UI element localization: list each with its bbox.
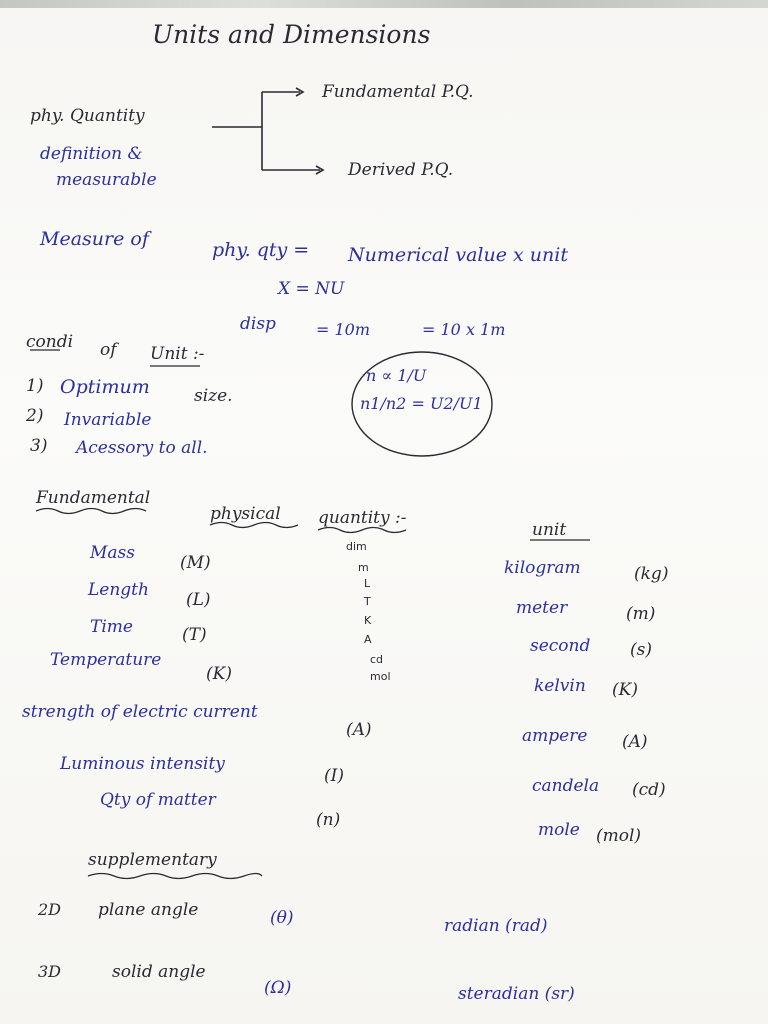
- circle-proportion: n ∝ 1/U: [366, 366, 427, 385]
- fpq-unit: second: [530, 636, 591, 656]
- fpq-abbr: (s): [630, 640, 652, 660]
- fpq-abbr: (cd): [632, 780, 666, 800]
- fundamental-pq: Fundamental P.Q.: [322, 82, 474, 102]
- fpq-dim: K: [364, 614, 372, 627]
- measure-rhs: Numerical value x unit: [348, 244, 568, 266]
- pq-note-line2: measurable: [56, 170, 157, 190]
- disp-eq2: = 10 x 1m: [422, 320, 506, 339]
- measure-eq: X = NU: [278, 279, 345, 299]
- condition-text: Invariable: [64, 410, 152, 430]
- fpq-dim: m: [358, 561, 369, 574]
- fpq-dim: cd: [370, 653, 384, 666]
- condition-text: Optimum: [60, 376, 150, 398]
- supp-sym: (θ): [270, 908, 294, 928]
- fpq-sym: (A): [346, 720, 372, 740]
- supp-dim: 2D: [38, 900, 62, 919]
- fpq-unit: kelvin: [534, 676, 586, 696]
- fpq-qty: Qty of matter: [100, 790, 216, 810]
- fpq-abbr: (K): [612, 680, 638, 700]
- measure-mid: phy. qty =: [212, 239, 310, 261]
- fpq-dim: T: [364, 595, 371, 608]
- supp-sym: (Ω): [264, 978, 292, 998]
- fpq-dim: mol: [370, 670, 391, 683]
- condition-text: Acessory to all.: [76, 438, 208, 458]
- fpq-heading-b: physical: [210, 504, 281, 524]
- fpq-sym: (T): [182, 625, 207, 645]
- page-title: Units and Dimensions: [152, 20, 431, 49]
- derived-pq: Derived P.Q.: [348, 160, 454, 180]
- unit-heading: unit: [532, 520, 567, 540]
- fpq-sym: (K): [206, 664, 232, 684]
- fpq-heading-a: Fundamental: [36, 488, 151, 508]
- supplementary-heading: supplementary: [88, 850, 217, 870]
- measure-lhs: Measure of: [40, 228, 149, 250]
- fpq-sym: (M): [180, 553, 211, 573]
- fpq-abbr: (A): [622, 732, 648, 752]
- fpq-heading-c: quantity :-: [318, 508, 407, 528]
- conditions-heading-a: condi: [26, 332, 74, 352]
- disp-eq: = 10m: [316, 320, 371, 339]
- fpq-sym: (I): [324, 766, 344, 786]
- pq-note-line1: definition &: [40, 144, 143, 164]
- fpq-qty: Luminous intensity: [60, 754, 225, 774]
- conditions-heading-c: Unit :-: [150, 344, 205, 364]
- fpq-qty: Time: [90, 617, 133, 637]
- fpq-sym: (n): [316, 810, 341, 830]
- supp-qty: plane angle: [98, 900, 199, 920]
- fpq-unit: candela: [532, 776, 600, 796]
- condition-extra: size.: [194, 386, 233, 406]
- supp-unit: steradian (sr): [458, 984, 575, 1004]
- supp-unit: radian (rad): [444, 916, 548, 936]
- pq-label: phy. Quantity: [30, 106, 145, 126]
- circle-ratio: n1/n2 = U2/U1: [360, 394, 483, 413]
- fpq-abbr: (mol): [596, 826, 642, 846]
- fpq-qty: Temperature: [50, 650, 162, 670]
- fpq-abbr: (kg): [634, 564, 669, 584]
- fpq-dim: A: [364, 633, 372, 646]
- fpq-qty: Mass: [90, 543, 135, 563]
- fpq-unit: meter: [516, 598, 568, 618]
- fpq-unit: kilogram: [504, 558, 581, 578]
- condition-num: 2): [26, 406, 44, 426]
- fpq-qty: Length: [88, 580, 149, 600]
- condition-num: 3): [30, 436, 48, 456]
- fpq-unit: mole: [538, 820, 580, 840]
- condition-num: 1): [26, 376, 44, 396]
- supp-qty: solid angle: [112, 962, 206, 982]
- fpq-sym: (L): [186, 590, 211, 610]
- fpq-dim: L: [364, 577, 371, 590]
- fpq-unit: ampere: [522, 726, 588, 746]
- disp-label: disp: [240, 314, 276, 334]
- fpq-abbr: (m): [626, 604, 656, 624]
- fpq-qty: strength of electric current: [22, 702, 258, 722]
- supp-dim: 3D: [38, 962, 62, 981]
- dim-heading: dim: [346, 540, 367, 553]
- conditions-heading-b: of: [100, 340, 117, 360]
